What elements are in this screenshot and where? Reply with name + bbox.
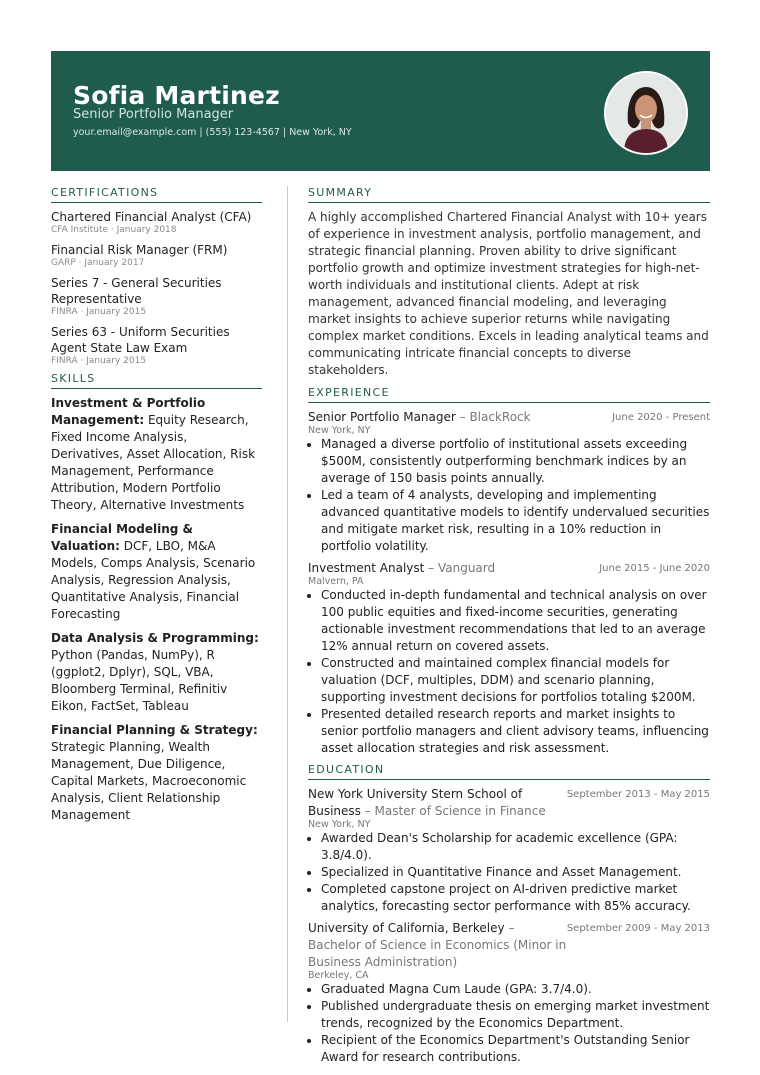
skill-text: Strategic Planning, Wealth Management, Due Diligence, Capital Markets, Macroeconomic Analysis, Client Relationship Management <box>51 740 247 822</box>
job-company: – Vanguard <box>424 561 496 575</box>
school-name: New York University Stern School of Business <box>308 787 523 818</box>
bullet-item: • Graduated Magna Cum Laude (GPA: 3.7/4.0). <box>321 981 710 998</box>
skill-text: DCF, LBO, M&A Models, Comps Analysis, Scenario Analysis, Regression Analysis, Quantitative Analysis, Financial Forecasting <box>51 539 256 621</box>
job-header <box>308 409 710 426</box>
job-title: Senior Portfolio Manager <box>73 107 234 122</box>
school-location: New York, NY <box>308 819 371 830</box>
job-date: June 2020 - Present <box>612 412 710 423</box>
bullet-item: • Recipient of the Economics Department's Outstanding Senior Award for research contributions. <box>321 1032 710 1066</box>
cert-meta: FINRA · January 2015 <box>51 307 147 317</box>
cert-name: Series 7 - General Securities Representative <box>51 276 222 306</box>
education-entry <box>308 786 710 915</box>
skill-label: Investment & Portfolio Management: <box>51 396 206 427</box>
degree: – Bachelor of Science in Economics (Minor in Business Administration) <box>308 921 567 969</box>
bullet-item: • Completed capstone project on AI-driven predictive market analytics, forecasting sector performance with 85% accuracy. <box>321 881 710 915</box>
skill-group <box>51 521 262 623</box>
education-heading: EDUCATION <box>308 763 710 780</box>
job-location: Malvern, PA <box>308 576 364 587</box>
degree: – Master of Science in Finance <box>360 804 546 818</box>
skills-heading: SKILLS <box>51 372 262 389</box>
bullet-item: • Conducted in-depth fundamental and technical analysis on over 100 public equities and fixed-income securities, generating actionable investment recommendations that led to an average 12% annual return on covered assets. <box>321 587 710 655</box>
bullet-item: • Published undergraduate thesis on emerging market investment trends, recognized by the Economics Department. <box>321 998 710 1032</box>
education-header <box>308 920 710 971</box>
profile-photo <box>604 71 688 155</box>
bullet-item: • Presented detailed research reports and market insights to senior portfolio managers and client advisory teams, influencing asset allocation strategies and risk assessment. <box>321 706 710 757</box>
header-banner <box>51 51 710 171</box>
education-bullets <box>308 981 710 1066</box>
job-bullets <box>308 436 710 555</box>
skill-label: Financial Planning & Strategy: <box>51 723 258 737</box>
cert-item <box>51 242 262 268</box>
education-date: September 2013 - May 2015 <box>566 789 710 800</box>
job-company: – BlackRock <box>455 410 531 424</box>
cert-item <box>51 275 262 317</box>
job-role: Investment Analyst <box>308 561 425 575</box>
job-entry <box>308 560 710 757</box>
education-entry <box>308 920 710 1066</box>
education-date: September 2009 - May 2013 <box>566 923 710 934</box>
skill-text: Equity Research, Fixed Income Analysis, Derivatives, Asset Allocation, Risk Management, Performance Attribution, Modern Portfolio Theory, Alternative Investments <box>51 413 256 512</box>
cert-meta: FINRA · January 2015 <box>51 356 147 366</box>
skill-text: Python (Pandas, NumPy), R (ggplot2, Dplyr), SQL, VBA, Bloomberg Terminal, Refinitiv Eikon, FactSet, Tableau <box>51 648 228 713</box>
certifications-heading: CERTIFICATIONS <box>51 186 262 203</box>
education-header <box>308 786 710 820</box>
skill-group <box>51 395 262 514</box>
candidate-name: Sofia Martinez <box>73 81 280 110</box>
right-column <box>308 186 710 1071</box>
bullet-item: • Awarded Dean's Scholarship for academic excellence (GPA: 3.8/4.0). <box>321 830 710 864</box>
bullet-item: • Led a team of 4 analysts, developing and implementing advanced quantitative models to identify undervalued securities and mitigate market risk, resulting in a 10% reduction in portfolio volatility. <box>321 487 710 555</box>
column-divider <box>287 186 288 1022</box>
cert-item <box>51 324 262 366</box>
education-bullets <box>308 830 710 915</box>
job-role: Senior Portfolio Manager <box>308 410 456 424</box>
school-name: University of California, Berkeley <box>308 921 505 935</box>
cert-name: Financial Risk Manager (FRM) <box>51 243 228 257</box>
skill-group <box>51 630 262 715</box>
cert-meta: CFA Institute · January 2018 <box>51 225 177 235</box>
job-date: June 2015 - June 2020 <box>599 563 710 574</box>
summary-text: A highly accomplished Chartered Financial Analyst with 10+ years of experience in investment analysis, portfolio management, and strategic financial planning. Proven ability to drive significant portfolio growth and optimize investment strategies for high-net-worth individuals and institutional clients. Adept at risk management, advanced financial modeling, and leveraging market insights to achieve superior returns while navigating complex market conditions. Excels in leading analytical teams and communicating intricate financial concepts to diverse stakeholders. <box>308 210 709 377</box>
left-column <box>51 186 262 831</box>
contact-line: your.email@example.com | (555) 123-4567 | New York, NY <box>73 127 352 138</box>
bullet-item: • Managed a diverse portfolio of institutional assets exceeding $500M, consistently outperforming benchmark indices by an average of 150 basis points annually. <box>321 436 710 487</box>
bullet-item: • Specialized in Quantitative Finance and Asset Management. <box>321 864 710 881</box>
skill-label: Data Analysis & Programming: <box>51 631 259 645</box>
cert-item <box>51 209 262 235</box>
job-bullets <box>308 587 710 757</box>
job-location: New York, NY <box>308 425 371 436</box>
job-header <box>308 560 710 577</box>
job-entry <box>308 409 710 555</box>
school-location: Berkeley, CA <box>308 970 369 981</box>
cert-name: Series 63 - Uniform Securities Agent State Law Exam <box>51 325 230 355</box>
skill-label: Financial Modeling & Valuation: <box>51 522 194 553</box>
cert-meta: GARP · January 2017 <box>51 258 145 268</box>
bullet-item: • Constructed and maintained complex financial models for valuation (DCF, multiples, DDM) and scenario planning, supporting investment decisions for portfolios totaling $200M. <box>321 655 710 706</box>
skill-group <box>51 722 262 824</box>
experience-heading: EXPERIENCE <box>308 386 710 403</box>
summary-heading: SUMMARY <box>308 186 710 203</box>
cert-name: Chartered Financial Analyst (CFA) <box>51 210 252 224</box>
